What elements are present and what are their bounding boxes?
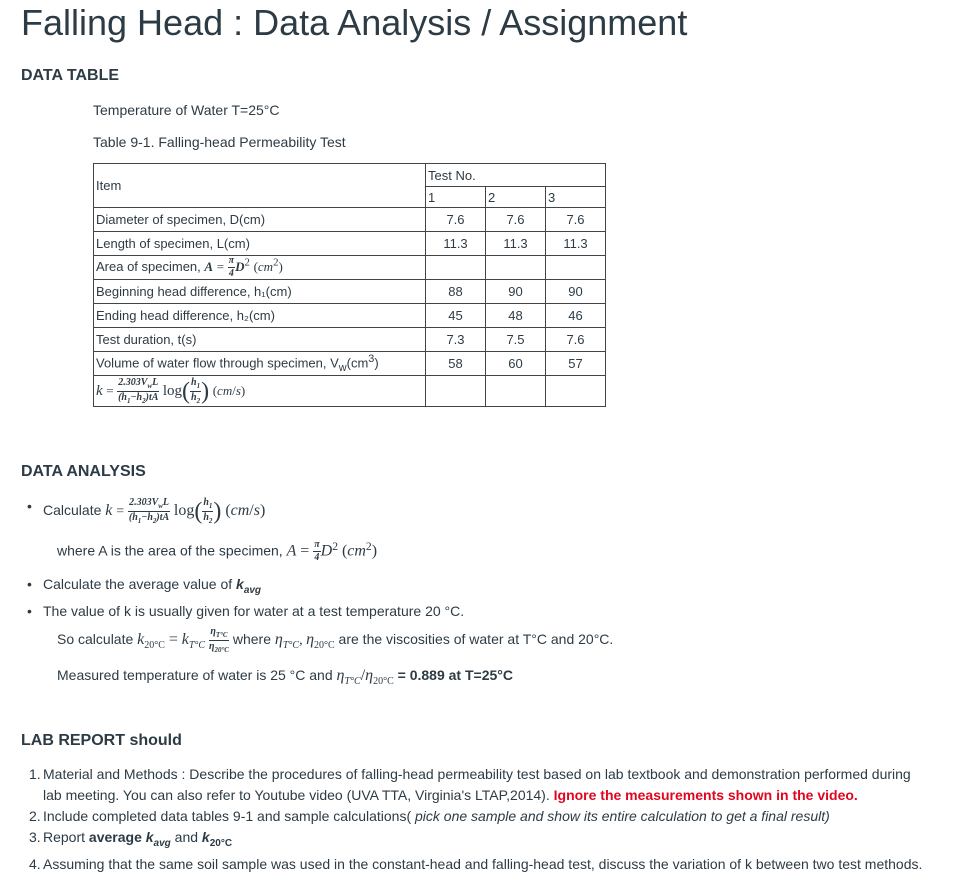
cell: 7.6 — [486, 208, 546, 232]
row-label: Test duration, t(s) — [94, 328, 426, 352]
cell: 11.3 — [486, 232, 546, 256]
list-item-calc-k: • Calculate k = $\frac{2.303V_wL}{(h_1-h_2)tA}$ log( $\frac{h_1}{h_2}$ ) (cm/s) — [21, 498, 265, 525]
lab-report-heading: LAB REPORT should — [21, 732, 182, 749]
cell: 90 — [546, 280, 606, 304]
table-row — [94, 232, 606, 256]
table-row — [94, 328, 606, 352]
row-label: Beginning head difference, h₁(cm) — [94, 280, 426, 304]
cell — [546, 376, 606, 407]
list-item-3: 3. Report average $k_{avg}$ and $k_{20^\circ C}$ — [29, 829, 233, 849]
list-item-average: • Calculate the average value of $k_{avg}$ — [21, 574, 464, 601]
cell: 7.5 — [486, 328, 546, 352]
cell — [426, 256, 486, 280]
cell: 45 — [426, 304, 486, 328]
row-label: Ending head difference, h₂(cm) — [94, 304, 426, 328]
item-header: Item — [94, 164, 426, 208]
analysis-list-1 — [21, 498, 265, 525]
list-item-4: 4. Assuming that the same soil sample was used in the constant-head and falling-head test, discuss the variation of k between two test methods. — [29, 855, 923, 872]
temperature-line: Temperature of Water T=25°C — [93, 102, 280, 118]
cell: 88 — [426, 280, 486, 304]
row-label: Length of specimen, L(cm) — [94, 232, 426, 256]
table-row — [94, 352, 606, 376]
cell — [486, 256, 546, 280]
row-label-area: Area of specimen, A = $\frac{\pi}{4}$ $D^2$ $(cm^2)$ — [94, 256, 426, 280]
row-label-k-formula: k = $\frac{2.303V_wL}{(h_1-h_2)tA}$ log( $\frac{h_1}{h_2}$ ) (cm/s) — [94, 376, 426, 407]
list-item-typical: • The value of k is usually given for water at a test temperature 20 °C. — [21, 601, 464, 622]
cell: 7.6 — [426, 208, 486, 232]
page-title: Falling Head : Data Analysis / Assignment — [21, 2, 688, 43]
test-number-2: 2 — [486, 187, 546, 208]
cell: 90 — [486, 280, 546, 304]
table-row — [94, 208, 606, 232]
test-number-1: 1 — [426, 187, 486, 208]
cell — [486, 376, 546, 407]
so-calculate-line: So calculate $k_{20^\circ C} = k_{T^\circ C}$ $\frac{\eta_{T^\circ C}}{\eta_{20^\circ C}}$ where $\eta_{T^\circ C}$, $\eta_{20^\circ C}$ are the viscosities of water at T°C and 20°C. — [57, 626, 614, 654]
test-number-3: 3 — [546, 187, 606, 208]
table-row — [94, 280, 606, 304]
lab-report-list — [21, 764, 961, 875]
data-analysis-heading: DATA ANALYSIS — [21, 463, 146, 480]
list-item-1: 1. Material and Methods : Describe the procedures of falling-head permeability test based on lab textbook and demonstration performed during lab meeting. You can also refer to Youtube video (UVA TTA, Virginia's LTAP,2014). Ignore the measurements shown in the video. — [29, 766, 911, 803]
cell: 58 — [426, 352, 486, 376]
cell: 57 — [546, 352, 606, 376]
cell — [546, 256, 606, 280]
measured-temp-line: Measured temperature of water is 25 °C and $\eta_{T^\circ C}/\eta_{20^\circ C} = 0.889$ at T=25°C — [57, 667, 513, 687]
test-no-header: Test No. — [426, 164, 606, 187]
data-table-heading: DATA TABLE — [21, 67, 120, 84]
cell: 7.6 — [546, 328, 606, 352]
cell: 7.6 — [546, 208, 606, 232]
table-row — [94, 304, 606, 328]
row-label: Diameter of specimen, D(cm) — [94, 208, 426, 232]
where-area-line: where A is the area of the specimen, A = $\frac{\pi}{4}$ $D^2$ $(cm^2)$ — [57, 539, 378, 564]
table-caption: Table 9-1. Falling-head Permeability Test — [93, 134, 346, 150]
table-row — [94, 256, 606, 280]
row-label-volume: Volume of water flow through specimen, $V_w(cm^3)$ — [94, 352, 426, 376]
cell: 46 — [546, 304, 606, 328]
cell: 60 — [486, 352, 546, 376]
cell — [426, 376, 486, 407]
table-row — [94, 376, 606, 407]
cell: 7.3 — [426, 328, 486, 352]
permeability-table — [93, 163, 606, 407]
list-item-2: 2. Include completed data tables 9-1 and sample calculations( pick one sample and show its entire calculation to get a final result) — [29, 808, 830, 824]
cell: 48 — [486, 304, 546, 328]
cell: 11.3 — [426, 232, 486, 256]
cell: 11.3 — [546, 232, 606, 256]
analysis-list-2 — [21, 574, 464, 622]
